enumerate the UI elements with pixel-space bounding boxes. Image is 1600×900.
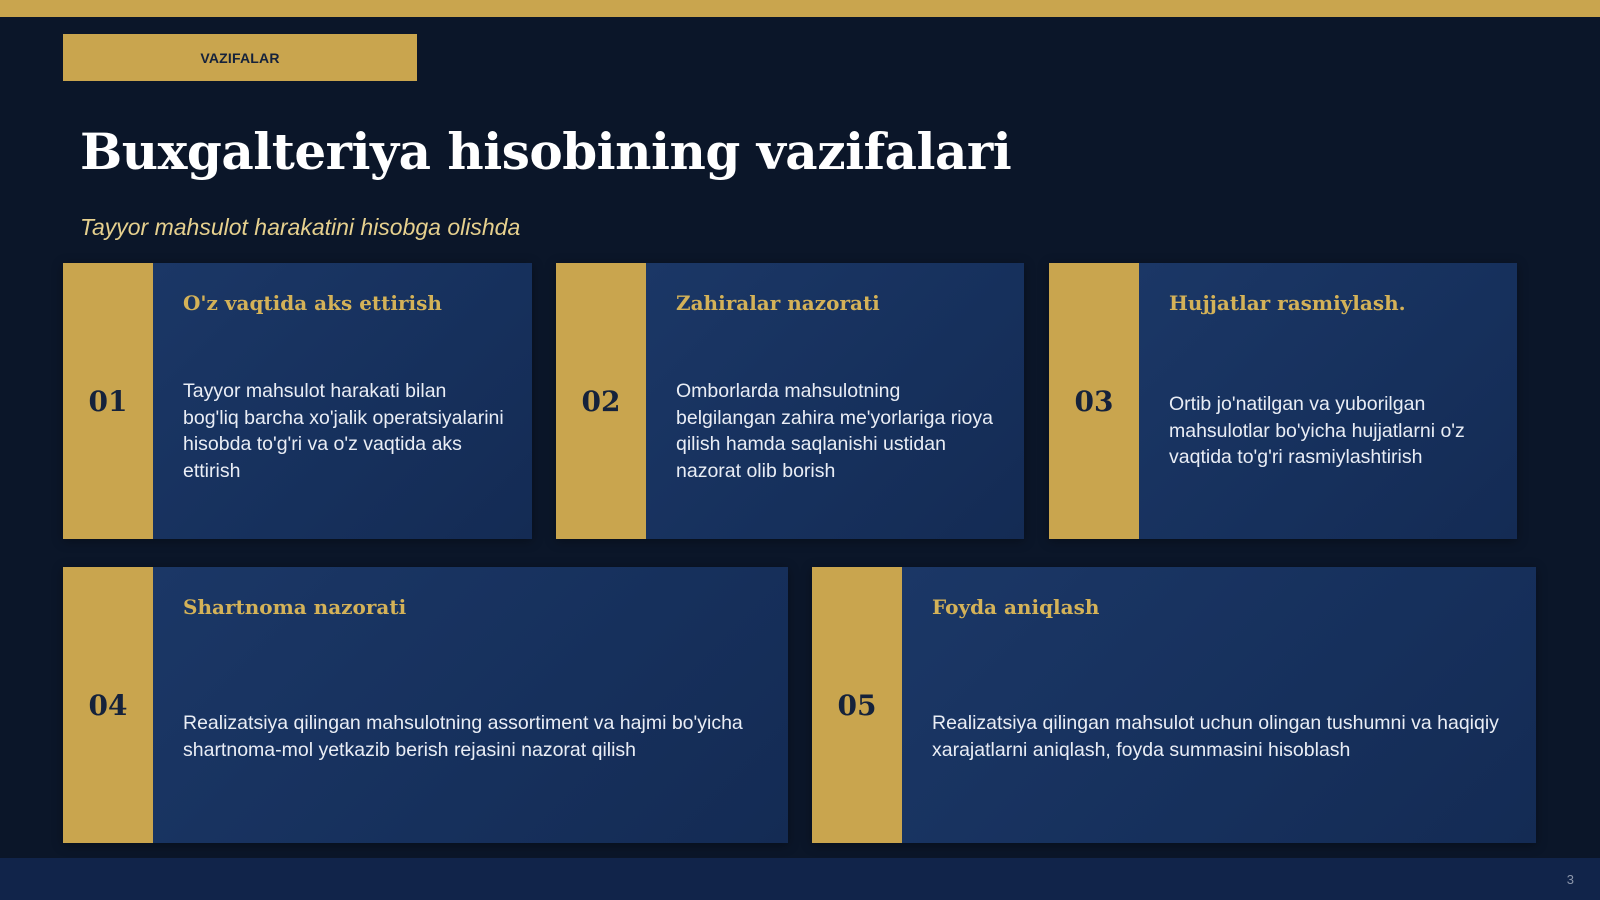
- card-text: Realizatsiya qilingan mahsulotning assortiment va hajmi bo'yicha shartnoma-mol yetkazib berish rejasini nazorat qilish: [183, 712, 743, 761]
- card-heading: Foyda aniqlash: [932, 595, 1100, 619]
- footer-band: [0, 858, 1600, 900]
- card-text: Realizatsiya qilingan mahsulot uchun olingan tushumni va haqiqiy xarajatlarni aniqlash, foyda summasini hisoblash: [932, 712, 1499, 761]
- task-card-05: [812, 567, 1536, 843]
- page-number: 3: [1566, 872, 1574, 887]
- card-heading: Zahiralar nazorati: [676, 291, 880, 315]
- task-card-02: [556, 263, 1024, 539]
- card-body: [902, 567, 1536, 843]
- card-text: Omborlarda mahsulotning belgilangan zahira me'yorlariga rioya qilish hamda saqlanishi ustidan nazorat olib borish: [676, 380, 993, 482]
- card-number: 04: [63, 567, 153, 843]
- page-title: Buxgalteriya hisobining vazifalari: [80, 122, 1012, 181]
- top-accent-bar: [0, 0, 1600, 17]
- card-text: Tayyor mahsulot harakati bilan bog'liq barcha xo'jalik operatsiyalarini hisobda to'g'ri va o'z vaqtida aks ettirish: [183, 380, 504, 482]
- card-body: [1139, 263, 1517, 539]
- section-tag: VAZIFALAR: [63, 34, 417, 81]
- card-number: 01: [63, 263, 153, 539]
- task-card-04: [63, 567, 788, 843]
- card-number: 05: [812, 567, 902, 843]
- card-heading: O'z vaqtida aks ettirish: [183, 291, 442, 315]
- card-heading: Hujjatlar rasmiylash.: [1169, 291, 1406, 315]
- card-number: 03: [1049, 263, 1139, 539]
- card-body: [153, 567, 788, 843]
- card-number: 02: [556, 263, 646, 539]
- card-body: [646, 263, 1024, 539]
- task-card-03: [1049, 263, 1517, 539]
- page-subtitle: Tayyor mahsulot harakatini hisobga olishda: [80, 214, 521, 240]
- card-body: [153, 263, 532, 539]
- card-heading: Shartnoma nazorati: [183, 595, 407, 619]
- card-text: Ortib jo'natilgan va yuborilgan mahsulotlar bo'yicha hujjatlarni o'z vaqtida to'g'ri rasmiylashtirish: [1169, 393, 1465, 468]
- task-card-01: [63, 263, 532, 539]
